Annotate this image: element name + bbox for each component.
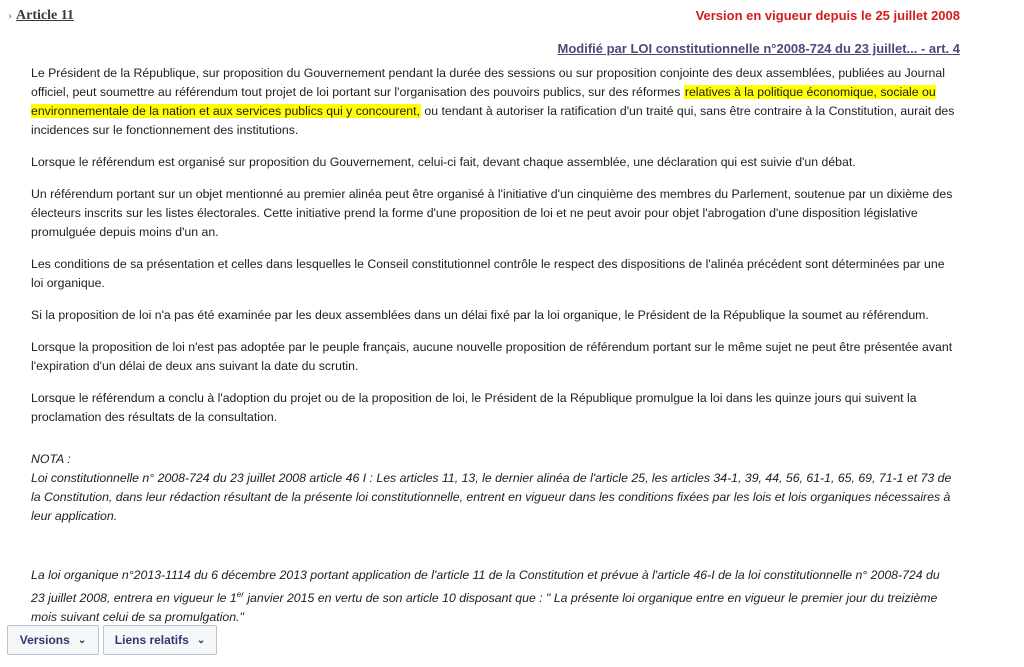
chevron-down-icon: ⌄ [196, 634, 206, 646]
article-header [8, 8, 960, 28]
highlighted-text: relatives à la politique économique, sociale ou environnementale de la nation et aux services publics qui y concourent, [31, 85, 936, 118]
nota-2: La loi organique n°2013-1114 du 6 décembre 2013 portant application de l'article 11 de la Constitution et prévue à l'article 46-I de la loi constitutionnelle n° 2008-724 du 23 juillet 2008, entrera en vigueur le 1er janvier 2015 en vertu de son article 10 disposant que : " La présente loi organique entre en vigueur le premier jour du treizième mois suivant celui de sa promulgation." [31, 568, 940, 625]
nota-label: NOTA : [31, 452, 71, 466]
paragraph-6: Lorsque la proposition de loi n'est pas adoptée par le peuple français, aucune nouvelle proposition de référendum portant sur le même sujet ne peut être présentée avant l'expiration d'un délai de deux ans suivant la date du scrutin. [31, 340, 953, 373]
version-status: Version en vigueur depuis le 25 juillet 2008 [695, 8, 960, 23]
modified-by-link[interactable]: Modifié par LOI constitutionnelle n°2008-724 du 23 juillet... - art. 4 [557, 41, 960, 56]
paragraph-2: Lorsque le référendum est organisé sur proposition du Gouvernement, celui-ci fait, devant chaque assemblée, une déclaration qui est suivie d'un débat. [31, 155, 856, 169]
paragraph-4: Les conditions de sa présentation et celles dans lesquelles le Conseil constitutionnel contrôle le respect des dispositions de l'alinéa précédent sont déterminées par une loi organique. [31, 257, 945, 290]
article-content [31, 64, 956, 440]
paragraph-5: Si la proposition de loi n'a pas été examinée par les deux assemblées dans un délai fixé par la loi organique, le Président de la République la soumet au référendum. [31, 308, 929, 322]
nota-1: Loi constitutionnelle n° 2008-724 du 23 juillet 2008 article 46 I : Les articles 11, 13, le dernier alinéa de l'article 25, les articles 34-1, 39, 44, 56, 61-1, 65, 69, 71-1 et 73 de la Constitution, dans leur rédaction résultant de la présente loi constitutionnelle, entrent en vigueur dans les conditions fixées par les lois et lois organiques nécessaires à leur application. [31, 471, 952, 523]
paragraph-1: Le Président de la République, sur proposition du Gouvernement pendant la durée des sessions ou sur proposition conjointe des deux assemblées, publiées au Journal officiel, peut soumettre au référendum tout projet de loi portant sur l'organisation des pouvoirs publics, sur des réformes relatives à la politique économique, sociale ou environnementale de la nation et aux services publics qui y concourent, ou tendant à autoriser la ratification d'un traité qui, sans être contraire à la Constitution, aurait des incidences sur le fonctionnement des institutions. [31, 66, 955, 137]
chevron-down-icon: ⌄ [77, 634, 87, 646]
paragraph-3: Un référendum portant sur un objet mentionné au premier alinéa peut être organisé à l'initiative d'un cinquième des membres du Parlement, soutenue par un dixième des électeurs inscrits sur les listes électorales. Cette initiative prend la forme d'une proposition de loi et ne peut avoir pour objet l'abrogation d'une disposition législative promulguée depuis moins d'un an. [31, 187, 953, 239]
related-links-button[interactable]: Liens relatifs ⌄ [103, 625, 217, 655]
article-link[interactable] [8, 8, 74, 24]
chevron-right-icon: › [8, 8, 12, 22]
versions-button[interactable]: Versions ⌄ [7, 625, 99, 655]
paragraph-7: Lorsque le référendum a conclu à l'adoption du projet ou de la proposition de loi, le Président de la République promulgue la loi dans les quinze jours qui suivent la proclamation des résultats de la consultation. [31, 391, 917, 424]
article-title: Article 11 [16, 8, 74, 23]
